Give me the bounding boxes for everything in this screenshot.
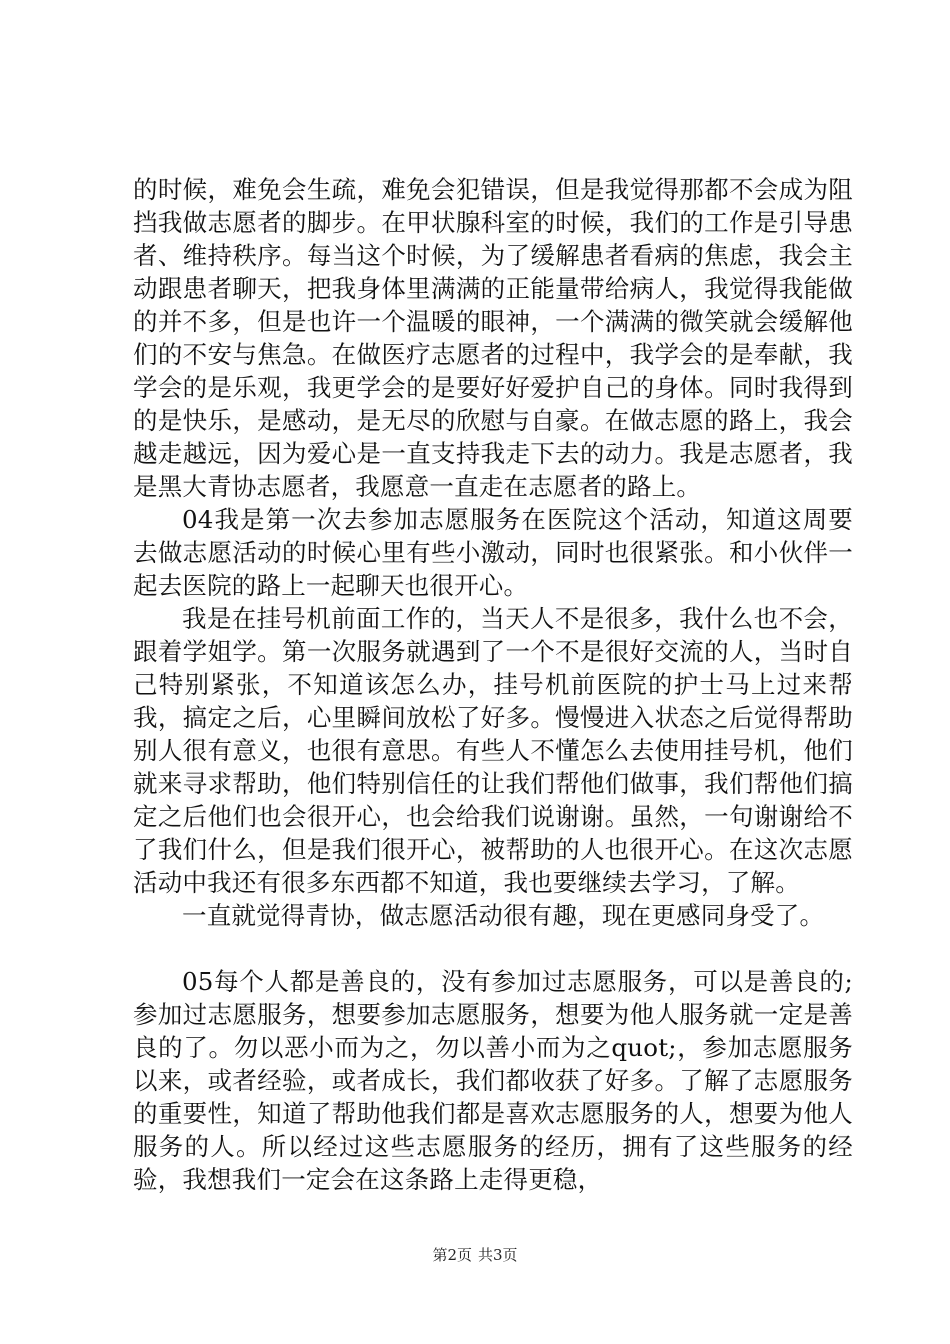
paragraph-gap	[133, 932, 853, 965]
paragraph-registration-machine: 我是在挂号机前面工作的，当天人不是很多，我什么也不会，跟着学姐学。第一次服务就遇到了一个不是很好交流的人，当时自己特别紧张，不知道该怎么办，挂号机前医院的护士马上过来帮我，搞定之后，心里瞬间放松了好多。慢慢进入状态之后觉得帮助别人很有意义，也很有意思。有些人不懂怎么去使用挂号机，他们就来寻求帮助，他们特别信任的让我们帮他们做事，我们帮他们搞定之后他们也会很开心，也会给我们说谢谢。虽然，一句谢谢给不了我们什么，但是我们很开心，被帮助的人也很开心。在这次志愿活动中我还有很多东西都不知道，我也要继续去学习，了解。	[133, 604, 853, 897]
page-number: 第2页	[432, 1246, 472, 1264]
paragraph-04: 04我是第一次去参加志愿服务在医院这个活动，知道这周要去做志愿活动的时候心里有些小激动，同时也很紧张。和小伙伴一起去医院的路上一起聊天也很开心。	[133, 505, 853, 600]
paragraph-05: 05每个人都是善良的，没有参加过志愿服务，可以是善良的;参加过志愿服务，想要参加志愿服务，想要为他人服务就一定是善良的了。勿以恶小而为之，勿以善小而为之quot;，参加志愿服务以来，或者经验，或者成长，我们都收获了好多。了解了志愿服务的重要性，知道了帮助他我们都是喜欢志愿服务的人，想要为他人服务的人。所以经过这些志愿服务的经历，拥有了这些服务的经验，我想我们一定会在这条路上走得更稳，	[133, 967, 853, 1194]
document-body	[133, 173, 853, 1196]
paragraph-continuation: 的时候，难免会生疏，难免会犯错误，但是我觉得那都不会成为阻挡我做志愿者的脚步。在甲状腺科室的时候，我们的工作是引导患者、维持秩序。每当这个时候，为了缓解患者看病的焦虑，我会主动跟患者聊天，把我身体里满满的正能量带给病人，我觉得我能做的并不多，但是也许一个温暖的眼神，一个满满的微笑就会缓解他们的不安与焦急。在做医疗志愿者的过程中，我学会的是奉献，我学会的是乐观，我更学会的是要好好爱护自己的身体。同时我得到的是快乐，是感动，是无尽的欣慰与自豪。在做志愿的路上，我会越走越远，因为爱心是一直支持我走下去的动力。我是志愿者，我是黑大青协志愿者，我愿意一直走在志愿者的路上。	[133, 175, 853, 501]
page-total: 共3页	[478, 1246, 518, 1264]
page-footer	[0, 1245, 950, 1265]
paragraph-youth-association: 一直就觉得青协，做志愿活动很有趣，现在更感同身受了。	[182, 901, 825, 930]
